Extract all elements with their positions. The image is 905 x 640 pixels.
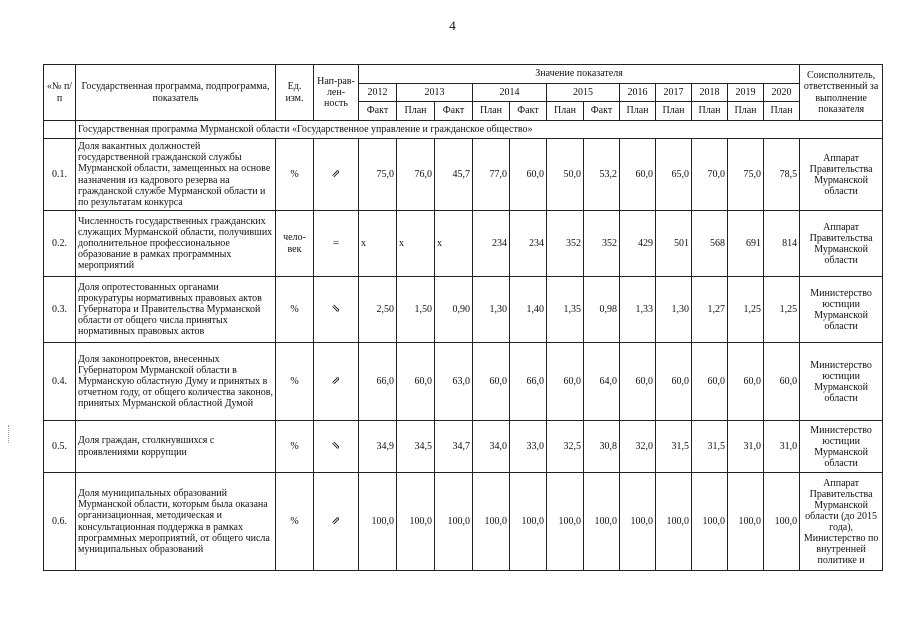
value-cell: 100,0 (656, 473, 692, 571)
indicator-name: Доля опротестованных органами прокуратуры нормативных правовых актов Губернатора и Правительства Мурманской области от общего числа принятых нормативных правовых актов (76, 277, 276, 343)
value-cell: 100,0 (435, 473, 473, 571)
equals-icon: = (332, 237, 340, 250)
value-cell: 234 (510, 211, 547, 277)
table-row (44, 473, 883, 571)
value-cell: 1,25 (764, 277, 800, 343)
value-cell: 64,0 (584, 343, 620, 421)
value-cell: 1,27 (692, 277, 728, 343)
indicators-table (43, 64, 883, 571)
value-cell: 66,0 (359, 343, 397, 421)
program-num-cell (44, 121, 76, 139)
table-row (44, 277, 883, 343)
header-subcol: Факт (510, 102, 547, 121)
header-year: 2020 (764, 84, 800, 102)
value-cell: 34,9 (359, 421, 397, 473)
value-cell: 50,0 (547, 139, 584, 211)
table-row (44, 421, 883, 473)
value-cell: 100,0 (473, 473, 510, 571)
header-subcol: План (547, 102, 584, 121)
value-cell: 76,0 (397, 139, 435, 211)
value-cell: 78,5 (764, 139, 800, 211)
value-cell: 60,0 (473, 343, 510, 421)
value-cell: 60,0 (620, 343, 656, 421)
value-cell: 60,0 (728, 343, 764, 421)
value-cell: 100,0 (764, 473, 800, 571)
value-cell: 75,0 (359, 139, 397, 211)
header-year: 2015 (547, 84, 620, 102)
responsible-cell: Министерство юстиции Мурманской области (800, 277, 883, 343)
value-cell: 31,5 (692, 421, 728, 473)
header-values-title: Значение показателя (359, 65, 800, 84)
value-cell: 100,0 (620, 473, 656, 571)
value-cell: 429 (620, 211, 656, 277)
direction-cell (314, 473, 359, 571)
direction-cell (314, 421, 359, 473)
direction-cell (314, 343, 359, 421)
indicator-name: Доля граждан, столкнувшихся с проявлениями коррупции (76, 421, 276, 473)
header-year: 2013 (397, 84, 473, 102)
header-name: Государственная программа, подпрограмма, показатель (76, 65, 276, 121)
arrow-down-icon: ⇘ (331, 440, 341, 453)
value-cell: 45,7 (435, 139, 473, 211)
unit-cell: % (276, 139, 314, 211)
value-cell: 60,0 (397, 343, 435, 421)
value-cell: 1,35 (547, 277, 584, 343)
value-cell: 60,0 (764, 343, 800, 421)
value-cell: х (397, 211, 435, 277)
value-cell: х (435, 211, 473, 277)
value-cell: 70,0 (692, 139, 728, 211)
header-subcol: Факт (359, 102, 397, 121)
value-cell: 32,5 (547, 421, 584, 473)
arrow-up-icon: ⇗ (331, 375, 341, 388)
header-subcol: План (397, 102, 435, 121)
header-unit: Ед. изм. (276, 65, 314, 121)
value-cell: 234 (473, 211, 510, 277)
unit-cell: % (276, 343, 314, 421)
direction-cell (314, 139, 359, 211)
indicator-name: Численность государственных гражданских служащих Мурманской области, получивших дополнительное профессиональное образование в рамках программных мероприятий (76, 211, 276, 277)
header-subcol: План (692, 102, 728, 121)
arrow-up-icon: ⇗ (331, 168, 341, 181)
header-num: «№ п/п (44, 65, 76, 121)
margin-mark (8, 425, 10, 443)
value-cell: 63,0 (435, 343, 473, 421)
arrow-up-icon: ⇗ (331, 515, 341, 528)
value-cell: 60,0 (547, 343, 584, 421)
value-cell: 53,2 (584, 139, 620, 211)
value-cell: 100,0 (692, 473, 728, 571)
unit-cell: % (276, 473, 314, 571)
value-cell: 30,8 (584, 421, 620, 473)
header-year: 2016 (620, 84, 656, 102)
indicator-name: Доля муниципальных образований Мурманской области, которым была оказана организационная, методическая и консультационная поддержка в рамках программных мероприятий, от общего числа муниципальных образований (76, 473, 276, 571)
indicator-name: Доля законопроектов, внесенных Губернатором Мурманской области в Мурманскую областную Думу и принятых в отчетном году, от общего количества законов, принятых Мурманской областной Думой (76, 343, 276, 421)
indicator-name: Доля вакантных должностей государственной гражданской службы Мурманской области, замещенных на основе назначения из кадрового резерва на гражданской службе Мурманской области и по результатам конкурса (76, 139, 276, 211)
value-cell: 66,0 (510, 343, 547, 421)
value-cell: 34,0 (473, 421, 510, 473)
value-cell: 100,0 (510, 473, 547, 571)
value-cell: 34,5 (397, 421, 435, 473)
header-subcol: План (728, 102, 764, 121)
value-cell: 0,90 (435, 277, 473, 343)
responsible-cell: Министерство юстиции Мурманской области (800, 343, 883, 421)
responsible-cell: Министерство юстиции Мурманской области (800, 421, 883, 473)
header-subcol: Факт (435, 102, 473, 121)
value-cell: 501 (656, 211, 692, 277)
value-cell: 77,0 (473, 139, 510, 211)
value-cell: 352 (547, 211, 584, 277)
value-cell: 65,0 (656, 139, 692, 211)
program-title: Государственная программа Мурманской области «Государственное управление и гражданское общество» (76, 121, 883, 139)
header-year: 2018 (692, 84, 728, 102)
value-cell: 31,0 (728, 421, 764, 473)
value-cell: 1,25 (728, 277, 764, 343)
unit-cell: % (276, 277, 314, 343)
responsible-cell: Аппарат Правительства Мурманской области (до 2015 года), Министерство по внутренней политике и (800, 473, 883, 571)
value-cell: 100,0 (547, 473, 584, 571)
header-subcol: План (656, 102, 692, 121)
value-cell: 100,0 (728, 473, 764, 571)
header-year: 2019 (728, 84, 764, 102)
value-cell: 75,0 (728, 139, 764, 211)
value-cell: 32,0 (620, 421, 656, 473)
header-direction: Нап-рав-лен-ность (314, 65, 359, 121)
arrow-down-icon: ⇘ (331, 303, 341, 316)
value-cell: 60,0 (656, 343, 692, 421)
table-row (44, 139, 883, 211)
value-cell: 1,33 (620, 277, 656, 343)
table-row (44, 343, 883, 421)
header-year: 2017 (656, 84, 692, 102)
value-cell: 100,0 (397, 473, 435, 571)
page-number: 4 (449, 18, 456, 33)
value-cell: 814 (764, 211, 800, 277)
responsible-cell: Аппарат Правительства Мурманской области (800, 139, 883, 211)
value-cell: 100,0 (584, 473, 620, 571)
header-subcol: План (764, 102, 800, 121)
row-number: 0.6. (44, 473, 76, 571)
header-year: 2014 (473, 84, 547, 102)
value-cell: 1,40 (510, 277, 547, 343)
value-cell: 60,0 (510, 139, 547, 211)
row-number: 0.4. (44, 343, 76, 421)
value-cell: 0,98 (584, 277, 620, 343)
value-cell: 31,0 (764, 421, 800, 473)
header-year: 2012 (359, 84, 397, 102)
value-cell: 691 (728, 211, 764, 277)
value-cell: 2,50 (359, 277, 397, 343)
value-cell: 100,0 (359, 473, 397, 571)
value-cell: 568 (692, 211, 728, 277)
row-number: 0.1. (44, 139, 76, 211)
value-cell: 1,30 (473, 277, 510, 343)
direction-cell (314, 211, 359, 277)
header-subcol: Факт (584, 102, 620, 121)
value-cell: 34,7 (435, 421, 473, 473)
direction-cell (314, 277, 359, 343)
header-responsible: Соисполнитель, ответственный за выполнение показателя (800, 65, 883, 121)
header-subcol: План (620, 102, 656, 121)
unit-cell: чело-век (276, 211, 314, 277)
value-cell: 60,0 (692, 343, 728, 421)
value-cell: 31,5 (656, 421, 692, 473)
unit-cell: % (276, 421, 314, 473)
row-number: 0.5. (44, 421, 76, 473)
value-cell: 1,30 (656, 277, 692, 343)
responsible-cell: Аппарат Правительства Мурманской области (800, 211, 883, 277)
value-cell: 33,0 (510, 421, 547, 473)
value-cell: 352 (584, 211, 620, 277)
table-row (44, 211, 883, 277)
value-cell: 1,50 (397, 277, 435, 343)
value-cell: х (359, 211, 397, 277)
header-subcol: План (473, 102, 510, 121)
row-number: 0.3. (44, 277, 76, 343)
value-cell: 60,0 (620, 139, 656, 211)
row-number: 0.2. (44, 211, 76, 277)
